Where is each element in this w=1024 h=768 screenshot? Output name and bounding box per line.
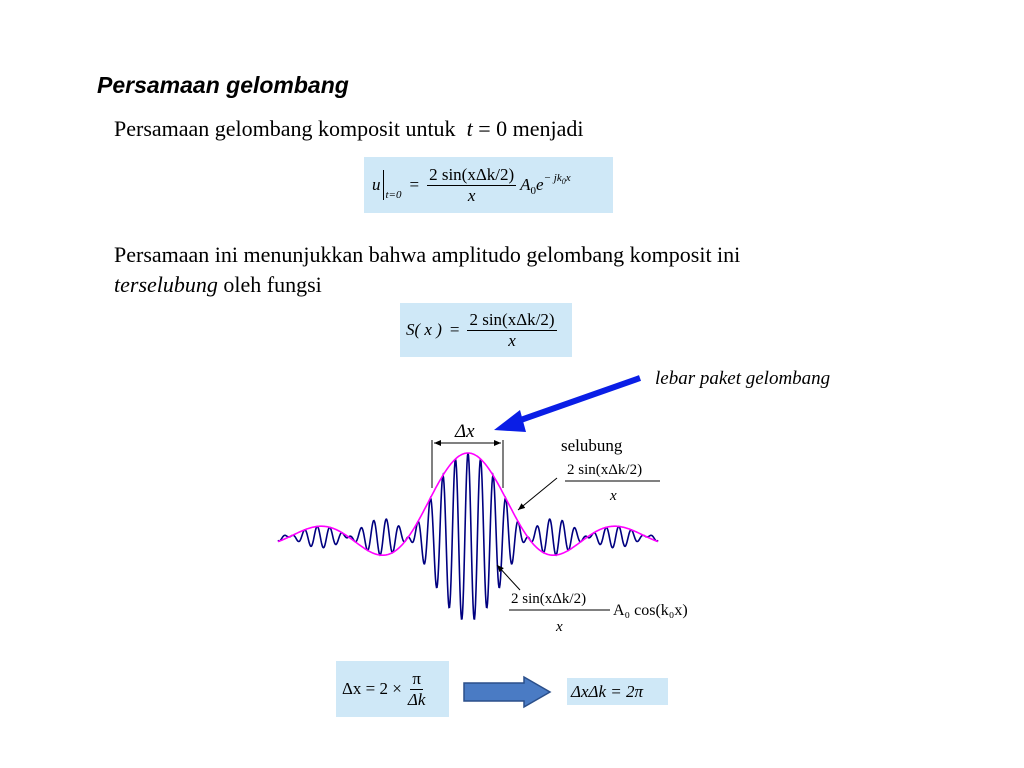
equation-4-box xyxy=(567,678,668,705)
paragraph-1-text: Persamaan gelombang komposit untuk xyxy=(114,116,456,141)
paragraph-2-line-1: Persamaan ini menunjukkan bahwa amplitudo gelombang komposit ini xyxy=(114,242,741,267)
eq4-text: ΔxΔk = 2π xyxy=(571,681,644,701)
packet-width-arrow xyxy=(494,378,640,432)
terselubung-word: terselubung xyxy=(114,272,218,297)
eq3-numerator: π xyxy=(412,668,421,688)
equation-3-box xyxy=(336,661,449,717)
eq2-denominator: x xyxy=(508,330,516,350)
eq1-numerator: 2 sin(xΔk/2) xyxy=(429,164,515,184)
eq2-numerator: 2 sin(xΔk/2) xyxy=(469,309,555,329)
page-title: Persamaan gelombang xyxy=(97,72,349,98)
eq1-exponent: − jk xyxy=(543,172,562,184)
eq2-equals: = xyxy=(449,320,460,339)
envelope-numerator: 2 sin(xΔk/2) xyxy=(567,462,643,478)
eq3-denominator: Δk xyxy=(407,689,426,709)
delta-x-label: Δx xyxy=(455,421,475,442)
eq3-fraction xyxy=(408,669,426,709)
block-arrow xyxy=(462,675,554,709)
envelope-denominator: x xyxy=(610,488,617,504)
paragraph-1-tail: menjadi xyxy=(512,116,584,141)
t-variable: t xyxy=(466,116,473,141)
eq2-lhs: S( x ) xyxy=(406,320,442,339)
eq1-lhs-var: u xyxy=(372,175,381,194)
eq1-exp-base: e xyxy=(536,175,544,194)
wave-tail: A₀ cos(k₀x) xyxy=(613,602,688,619)
eq1-exp-x: x xyxy=(565,172,571,184)
wave-denominator: x xyxy=(556,619,563,635)
eq1-amp-sub: 0 xyxy=(530,185,537,197)
paragraph-2-line-2-rest: oleh fungsi xyxy=(217,272,322,297)
eq1-equals: = xyxy=(409,175,420,194)
eq1-lhs-sub: t=0 xyxy=(385,189,402,201)
t-equals: = 0 xyxy=(478,116,508,141)
eq1-exp-sub: 0 xyxy=(561,177,566,187)
packet-width-label: lebar paket gelombang xyxy=(655,368,831,389)
envelope-label: selubung xyxy=(561,436,623,455)
wave-numerator: 2 sin(xΔk/2) xyxy=(511,591,587,607)
eq1-denominator: x xyxy=(467,185,476,205)
eq1-amp: A xyxy=(520,175,531,194)
envelope-pointer xyxy=(518,478,557,510)
eq3-lhs: Δx = 2 × xyxy=(342,679,402,698)
